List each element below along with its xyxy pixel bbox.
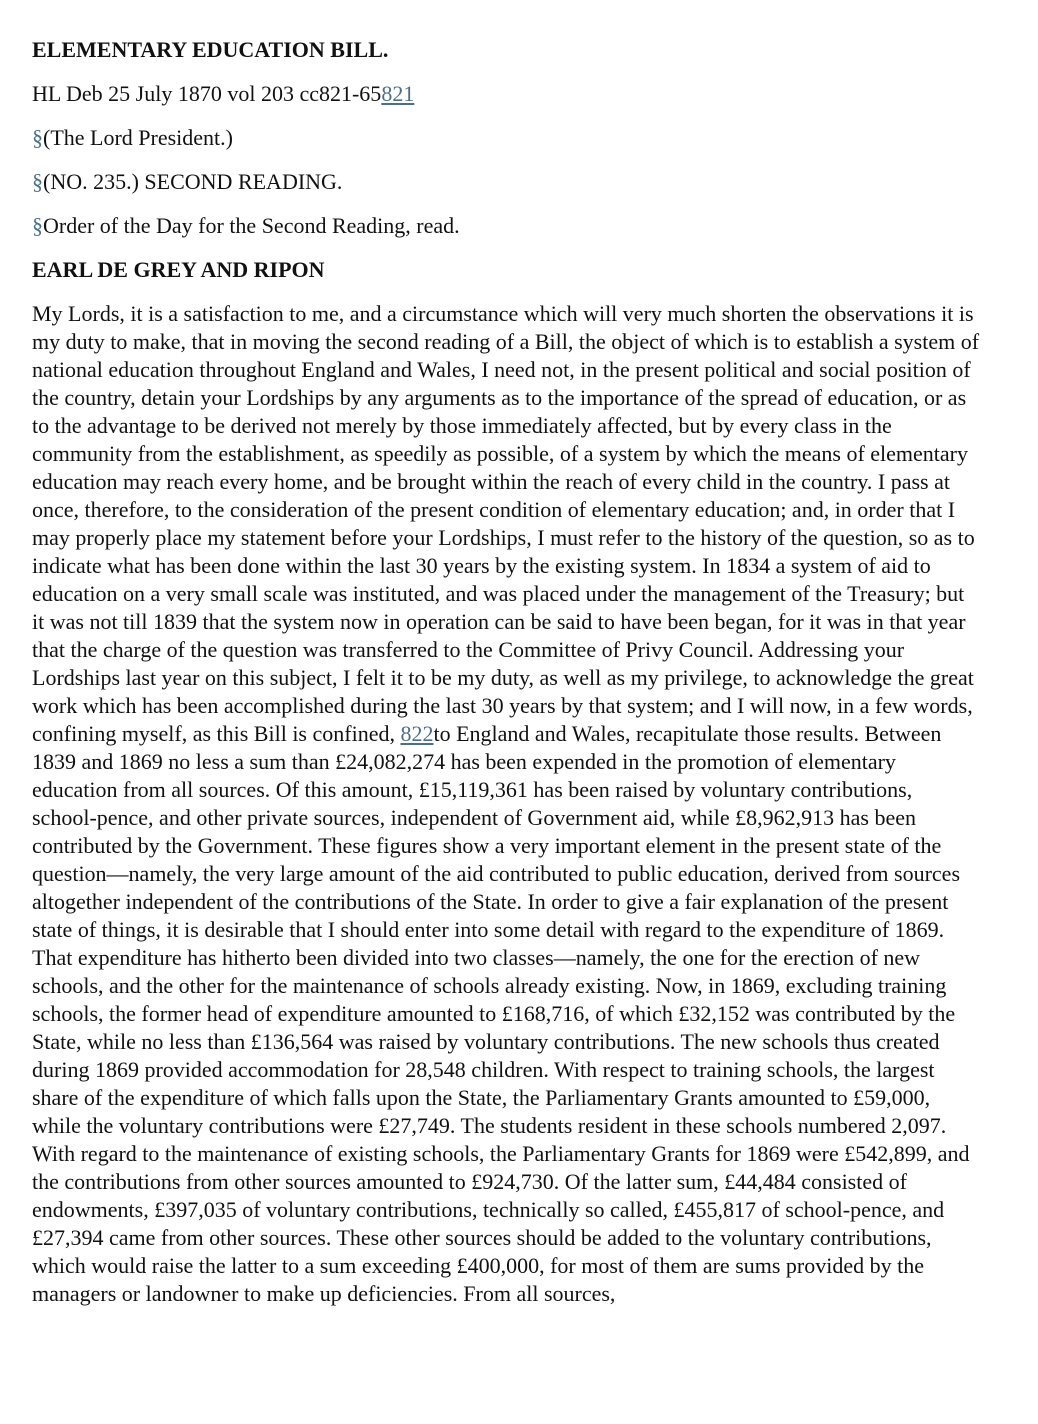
reading-heading-line bbox=[32, 168, 982, 196]
speaker-name: EARL DE GREY AND RIPON bbox=[32, 257, 325, 282]
order-line bbox=[32, 212, 982, 240]
speech-text-part-1: My Lords, it is a satisfaction to me, and a circumstance which will very much shorten the observations it is my duty to make, that in moving the second reading of a Bill, the object of which is to establish a system of national education throughout England and Wales, I need not, in the present political and social position of the country, detain your Lordships by any arguments as to the importance of the spread of education, or as to the advantage to be derived not merely by those immediately affected, but by every class in the community from the establishment, as speedily as possible, of a system by which the means of elementary education may reach every home, and be brought within the reach of every child in the country. I pass at once, therefore, to the consideration of the present condition of elementary education; and, in order that I may properly place my statement before your Lordships, I must refer to the history of the question, so as to indicate what has been done within the last 30 years by the existing system. In 1834 a system of aid to education on a very small scale was instituted, and was placed under the management of the Treasury; but it was not till 1839 that the system now in operation can be said to have been began, for it was in that year that the charge of the question was transferred to the Committee of Privy Council. Addressing your Lordships last year on this subject, I felt it to be my duty, as well as my privilege, to acknowledge the great work which has been accomplished during the last 30 years by that system; and I will now, in a few words, confining myself, as this Bill is confined, bbox=[32, 301, 980, 746]
reading-heading-text: (NO. 235.) SECOND READING. bbox=[43, 169, 343, 194]
speaker-attribution-text: (The Lord President.) bbox=[43, 125, 233, 150]
section-mark-icon[interactable]: § bbox=[32, 213, 43, 238]
document-title: ELEMENTARY EDUCATION BILL. bbox=[32, 37, 389, 62]
column-link-822[interactable]: 822 bbox=[400, 721, 434, 746]
section-mark-icon[interactable]: § bbox=[32, 169, 43, 194]
citation-line bbox=[32, 80, 982, 108]
speaker-attribution-line bbox=[32, 124, 982, 152]
section-mark-icon[interactable]: § bbox=[32, 125, 43, 150]
order-text: Order of the Day for the Second Reading, read. bbox=[43, 213, 460, 238]
citation-text: HL Deb 25 July 1870 vol 203 cc821-65 bbox=[32, 81, 382, 106]
speech-paragraph bbox=[32, 300, 982, 1308]
column-link-821[interactable]: 821 bbox=[381, 81, 415, 106]
speech-text-part-2: to England and Wales, recapitulate those results. Between 1839 and 1869 no less a sum than £24,082,274 has been expended in the promotion of elementary education from all sources. Of this amount, £15,119,361 has been raised by voluntary contributions, school-pence, and other private sources, independent of Government aid, while £8,962,913 has been contributed by the Government. These figures show a very important element in the present state of the question—namely, the very large amount of the aid contributed to public education, derived from sources altogether independent of the contributions of the State. In order to give a fair explanation of the present state of things, it is desirable that I should enter into some detail with regard to the expenditure of 1869. That expenditure has hitherto been divided into two classes—namely, the one for the erection of new schools, and the other for the maintenance of schools already existing. Now, in 1869, excluding training schools, the former head of expenditure amounted to £168,716, of which £32,152 was contributed by the State, while no less than £136,564 was raised by voluntary contributions. The new schools thus created during 1869 provided accommodation for 28,548 children. With respect to training schools, the largest share of the expenditure of which falls upon the State, the Parliamentary Grants amounted to £59,000, while the voluntary contributions were £27,749. The students resident in these schools numbered 2,097. With regard to the maintenance of existing schools, the Parliamentary Grants for 1869 were £542,899, and the contributions from other sources amounted to £924,730. Of the latter sum, £44,484 consisted of endowments, £397,035 of voluntary contributions, technically so called, £455,817 of school-pence, and £27,394 came from other sources. These other sources should be added to the voluntary contributions, which would raise the latter to a sum exceeding £400,000, for most of them are sums provided by the managers or landowner to make up deficiencies. From all sources, bbox=[32, 721, 970, 1306]
